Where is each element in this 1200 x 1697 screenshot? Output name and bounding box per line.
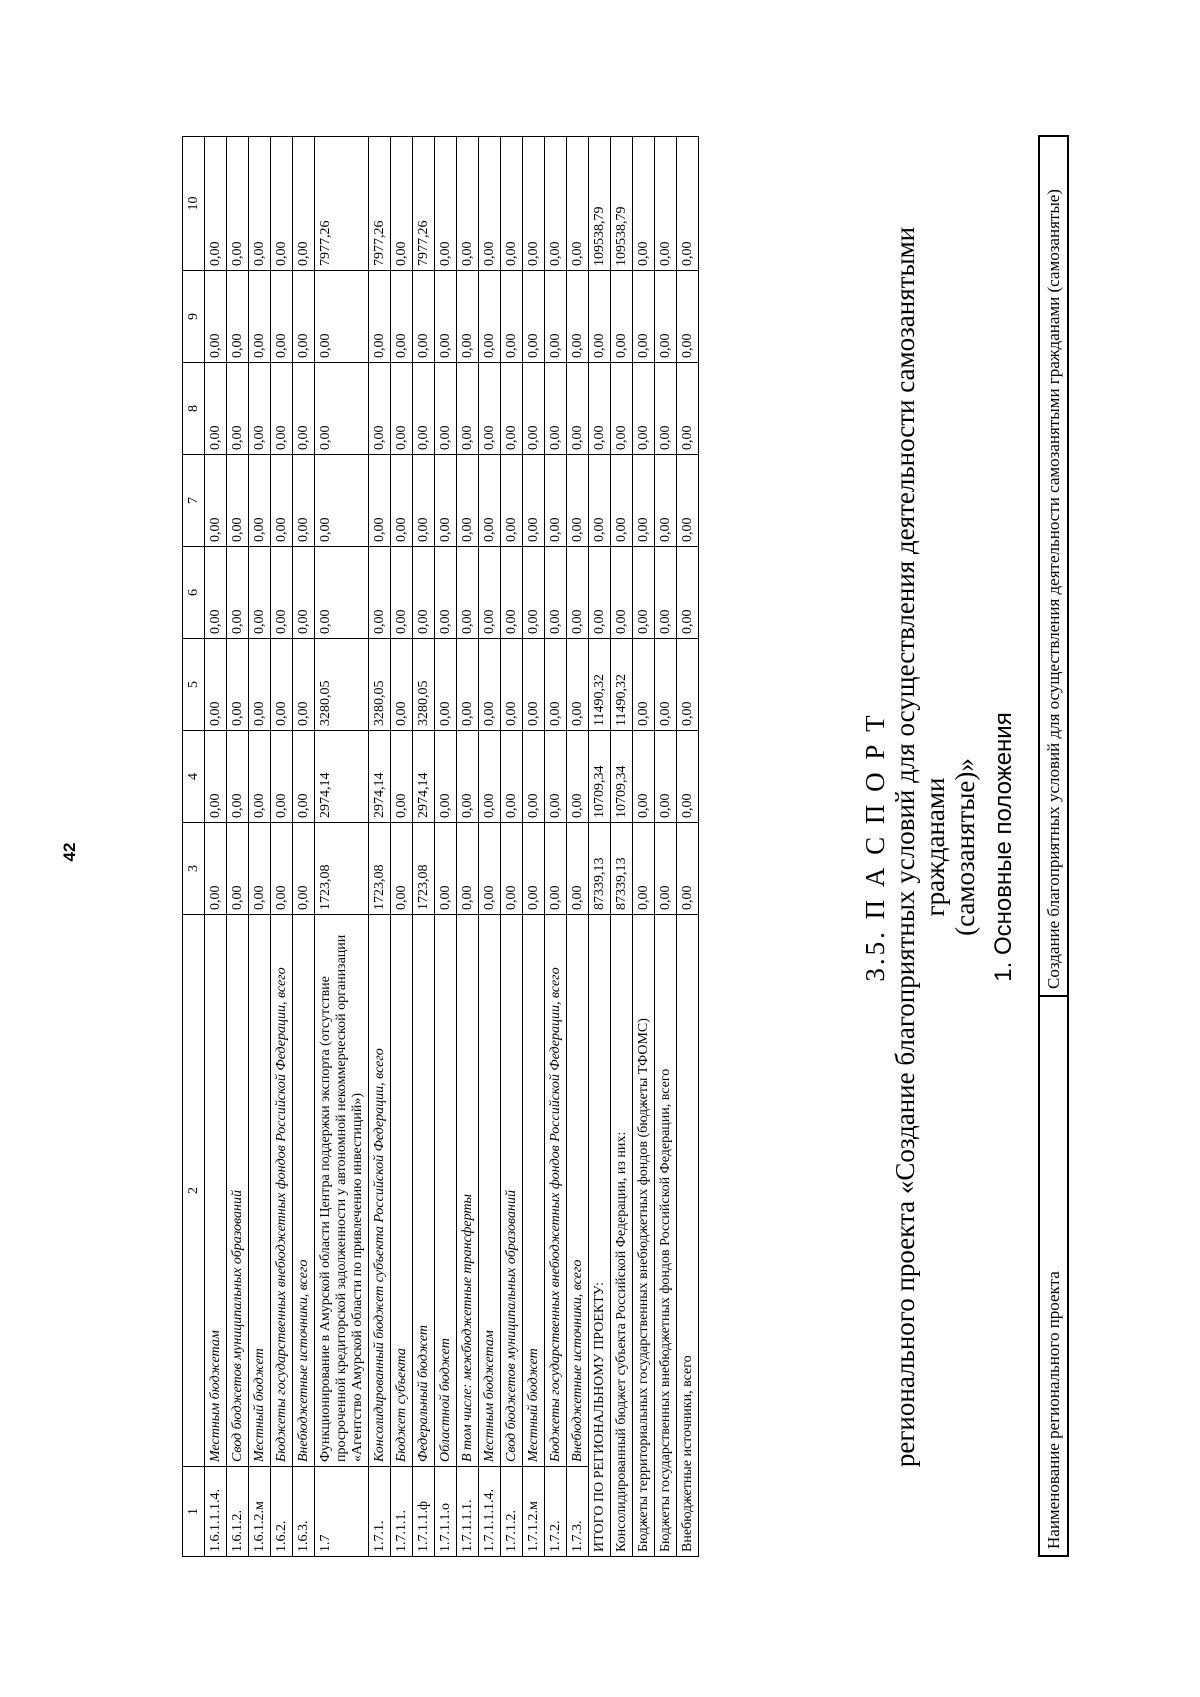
totals-value: 0,00 — [633, 455, 655, 547]
totals-value: 109538,79 — [589, 137, 611, 271]
row-value: 0,00 — [249, 455, 271, 547]
row-value: 0,00 — [315, 271, 369, 363]
row-value: 0,00 — [205, 823, 227, 915]
row-value: 0,00 — [479, 271, 501, 363]
passport-title: 3.5. П А С П О Р Т — [860, 712, 890, 982]
table-row — [545, 137, 567, 1557]
column-header: 9 — [183, 271, 205, 363]
row-value: 0,00 — [205, 547, 227, 639]
row-value: 0,00 — [271, 271, 293, 363]
row-code: 1.7.3. — [567, 1467, 589, 1557]
totals-value: 109538,79 — [611, 137, 633, 271]
totals-value: 0,00 — [677, 137, 699, 271]
totals-value: 0,00 — [677, 271, 699, 363]
row-value: 0,00 — [315, 455, 369, 547]
row-value: 0,00 — [205, 639, 227, 731]
row-value: 0,00 — [523, 731, 545, 823]
table-row — [369, 137, 391, 1557]
totals-value: 0,00 — [589, 271, 611, 363]
row-value: 0,00 — [435, 363, 457, 455]
row-name: Федеральный бюджет — [413, 915, 435, 1467]
table-row — [457, 137, 479, 1557]
row-value: 0,00 — [435, 731, 457, 823]
row-value: 0,00 — [227, 731, 249, 823]
row-value: 0,00 — [501, 547, 523, 639]
row-value: 0,00 — [545, 823, 567, 915]
row-value: 0,00 — [391, 271, 413, 363]
row-name: Внебюджетные источники, всего — [293, 915, 315, 1467]
project-info-table — [1038, 135, 1069, 1557]
row-value: 0,00 — [413, 455, 435, 547]
totals-value: 0,00 — [633, 363, 655, 455]
row-value: 0,00 — [501, 639, 523, 731]
row-value: 0,00 — [249, 137, 271, 271]
column-header: 10 — [183, 137, 205, 271]
totals-value: 0,00 — [633, 823, 655, 915]
row-value: 0,00 — [413, 271, 435, 363]
row-value: 7977,26 — [369, 137, 391, 271]
row-name: Бюджет субъекта — [391, 915, 413, 1467]
project-name-value: Создание благоприятных условий для осуществления деятельности самозанятыми гражданами (самозанятые) — [1039, 136, 1068, 996]
totals-value: 0,00 — [655, 547, 677, 639]
row-value: 0,00 — [545, 271, 567, 363]
row-value: 0,00 — [271, 455, 293, 547]
table-row — [567, 137, 589, 1557]
row-code: 1.7.1.2.м — [523, 1467, 545, 1557]
row-value: 0,00 — [293, 823, 315, 915]
row-value: 0,00 — [205, 137, 227, 271]
totals-row — [611, 137, 633, 1557]
totals-value: 0,00 — [611, 363, 633, 455]
row-value: 0,00 — [567, 137, 589, 271]
row-value: 0,00 — [227, 137, 249, 271]
row-value: 0,00 — [369, 271, 391, 363]
totals-value: 0,00 — [633, 731, 655, 823]
row-value: 0,00 — [457, 823, 479, 915]
totals-row — [589, 137, 611, 1557]
table-row — [479, 137, 501, 1557]
totals-value: 0,00 — [633, 639, 655, 731]
row-value: 0,00 — [567, 731, 589, 823]
row-name: Местным бюджетам — [479, 915, 501, 1467]
totals-name: Внебюджетные источники, всего — [677, 915, 699, 1557]
totals-value: 0,00 — [633, 547, 655, 639]
row-value: 2974,14 — [413, 731, 435, 823]
row-value: 0,00 — [501, 455, 523, 547]
row-value: 0,00 — [391, 137, 413, 271]
row-name: Бюджеты государственных внебюджетных фондов Российской Федерации, всего — [271, 915, 293, 1467]
totals-value: 0,00 — [611, 455, 633, 547]
row-value: 0,00 — [545, 363, 567, 455]
row-code: 1.6.1.1.1.4. — [205, 1467, 227, 1557]
row-code: 1.6.1.2.м — [249, 1467, 271, 1557]
passport-subtitle-line2: (самозанятые)» — [950, 758, 980, 936]
row-value: 0,00 — [457, 731, 479, 823]
row-value: 0,00 — [391, 639, 413, 731]
row-value: 0,00 — [435, 137, 457, 271]
totals-value: 10709,34 — [589, 731, 611, 823]
row-code: 1.7.1.1.ф — [413, 1467, 435, 1557]
row-value: 0,00 — [501, 137, 523, 271]
totals-value: 87339,13 — [611, 823, 633, 915]
row-value: 0,00 — [271, 731, 293, 823]
row-value: 3280,05 — [413, 639, 435, 731]
totals-value: 0,00 — [589, 547, 611, 639]
totals-value: 0,00 — [611, 271, 633, 363]
row-value: 0,00 — [227, 271, 249, 363]
row-value: 0,00 — [369, 363, 391, 455]
totals-value: 0,00 — [677, 639, 699, 731]
row-value: 0,00 — [205, 731, 227, 823]
table-row — [205, 137, 227, 1557]
table-row — [227, 137, 249, 1557]
row-value: 2974,14 — [315, 731, 369, 823]
row-value: 0,00 — [457, 137, 479, 271]
row-value: 0,00 — [545, 731, 567, 823]
row-value: 0,00 — [249, 639, 271, 731]
row-value: 0,00 — [227, 547, 249, 639]
section-title: 1. Основные положения — [990, 712, 1017, 982]
row-value: 0,00 — [501, 823, 523, 915]
totals-value: 0,00 — [655, 823, 677, 915]
row-value: 0,00 — [501, 271, 523, 363]
table-row — [391, 137, 413, 1557]
row-value: 0,00 — [567, 455, 589, 547]
row-value: 0,00 — [391, 823, 413, 915]
totals-value: 0,00 — [655, 455, 677, 547]
totals-name: Консолидированный бюджет субъекта Российской Федерации, из них: — [611, 915, 633, 1557]
row-value: 0,00 — [315, 363, 369, 455]
row-value: 0,00 — [293, 363, 315, 455]
row-value: 1723,08 — [413, 823, 435, 915]
totals-value: 0,00 — [655, 137, 677, 271]
row-value: 0,00 — [315, 547, 369, 639]
row-name: Местный бюджет — [523, 915, 545, 1467]
row-name: В том числе: межбюджетные трансферты — [457, 915, 479, 1467]
row-name: Областной бюджет — [435, 915, 457, 1467]
row-value: 0,00 — [249, 823, 271, 915]
column-header: 3 — [183, 823, 205, 915]
totals-value: 0,00 — [655, 639, 677, 731]
row-value: 0,00 — [435, 271, 457, 363]
row-value: 0,00 — [205, 455, 227, 547]
row-value: 0,00 — [435, 455, 457, 547]
row-value: 0,00 — [249, 547, 271, 639]
row-value: 0,00 — [457, 639, 479, 731]
totals-value: 0,00 — [633, 137, 655, 271]
row-name: Свод бюджетов муниципальных образований — [227, 915, 249, 1467]
financing-table — [182, 136, 699, 1557]
totals-value: 0,00 — [677, 823, 699, 915]
table-row — [435, 137, 457, 1557]
column-header: 7 — [183, 455, 205, 547]
table-row — [523, 137, 545, 1557]
row-code: 1.6.2. — [271, 1467, 293, 1557]
row-value: 0,00 — [435, 823, 457, 915]
row-value: 0,00 — [545, 455, 567, 547]
row-value: 0,00 — [205, 363, 227, 455]
row-value: 7977,26 — [315, 137, 369, 271]
row-code: 1.7.1.1.1. — [457, 1467, 479, 1557]
row-value: 0,00 — [293, 639, 315, 731]
row-value: 0,00 — [479, 731, 501, 823]
table-row — [501, 137, 523, 1557]
totals-value: 0,00 — [611, 547, 633, 639]
totals-value: 0,00 — [589, 455, 611, 547]
row-value: 1723,08 — [315, 823, 369, 915]
row-value: 0,00 — [523, 823, 545, 915]
column-header: 5 — [183, 639, 205, 731]
totals-value: 0,00 — [589, 363, 611, 455]
row-value: 0,00 — [369, 455, 391, 547]
row-value: 0,00 — [249, 271, 271, 363]
row-name: Свод бюджетов муниципальных образований — [501, 915, 523, 1467]
row-value: 0,00 — [457, 455, 479, 547]
row-value: 2974,14 — [369, 731, 391, 823]
passport-heading — [860, 197, 980, 1497]
row-value: 0,00 — [545, 547, 567, 639]
row-value: 0,00 — [545, 639, 567, 731]
totals-value: 87339,13 — [589, 823, 611, 915]
column-header: 6 — [183, 547, 205, 639]
row-value: 0,00 — [501, 363, 523, 455]
row-value: 3280,05 — [369, 639, 391, 731]
row-value: 0,00 — [479, 823, 501, 915]
row-value: 0,00 — [293, 547, 315, 639]
table-row — [413, 137, 435, 1557]
row-value: 0,00 — [479, 137, 501, 271]
totals-row — [655, 137, 677, 1557]
column-header: 2 — [183, 915, 205, 1467]
row-value: 0,00 — [523, 547, 545, 639]
row-value: 0,00 — [271, 639, 293, 731]
totals-value: 0,00 — [677, 547, 699, 639]
row-code: 1.7.1. — [369, 1467, 391, 1557]
table-row — [293, 137, 315, 1557]
totals-value: 0,00 — [677, 363, 699, 455]
table-row — [249, 137, 271, 1557]
row-name: Местным бюджетам — [205, 915, 227, 1467]
row-code: 1.7.1.1.о — [435, 1467, 457, 1557]
row-value: 0,00 — [227, 823, 249, 915]
row-value: 0,00 — [567, 363, 589, 455]
totals-value: 0,00 — [677, 455, 699, 547]
row-value: 0,00 — [391, 547, 413, 639]
row-value: 7977,26 — [413, 137, 435, 271]
row-value: 0,00 — [435, 547, 457, 639]
project-name-label: Наименование регионального проекта — [1039, 996, 1068, 1556]
totals-row — [677, 137, 699, 1557]
row-name: Бюджеты государственных внебюджетных фондов Российской Федерации, всего — [545, 915, 567, 1467]
row-name: Внебюджетные источники, всего — [567, 915, 589, 1467]
row-value: 0,00 — [545, 137, 567, 271]
row-value: 0,00 — [293, 137, 315, 271]
row-value: 0,00 — [567, 271, 589, 363]
row-value: 0,00 — [501, 731, 523, 823]
row-value: 0,00 — [479, 639, 501, 731]
row-value: 0,00 — [271, 547, 293, 639]
row-value: 0,00 — [479, 547, 501, 639]
row-value: 0,00 — [227, 639, 249, 731]
row-value: 0,00 — [293, 731, 315, 823]
table-row — [315, 137, 369, 1557]
table-row — [1039, 136, 1068, 1556]
page-number: 42 — [60, 842, 79, 862]
passport-subtitle-line1: регионального проекта «Создание благоприятных условий для осуществления деятельности самозанятыми гражданами — [890, 226, 950, 1468]
row-code: 1.7.1.1. — [391, 1467, 413, 1557]
row-value: 0,00 — [391, 731, 413, 823]
row-value: 0,00 — [227, 455, 249, 547]
row-value: 0,00 — [523, 455, 545, 547]
row-value: 0,00 — [457, 271, 479, 363]
row-name: Функционирование в Амурской области Центра поддержки экспорта (отсутствие просроченной кредиторской задолженности у автономной некоммерческой организации «Агентство Амурской области по привлечению инвестиций») — [315, 915, 369, 1467]
totals-value: 10709,34 — [611, 731, 633, 823]
row-value: 0,00 — [271, 363, 293, 455]
row-value: 1723,08 — [369, 823, 391, 915]
row-value: 0,00 — [249, 363, 271, 455]
row-value: 0,00 — [567, 547, 589, 639]
column-header: 8 — [183, 363, 205, 455]
totals-value: 0,00 — [655, 271, 677, 363]
table-body — [205, 137, 699, 1557]
totals-value: 11490,32 — [589, 639, 611, 731]
row-value: 0,00 — [567, 823, 589, 915]
row-value: 0,00 — [271, 823, 293, 915]
row-value: 0,00 — [227, 363, 249, 455]
row-value: 0,00 — [567, 639, 589, 731]
row-code: 1.6.3. — [293, 1467, 315, 1557]
column-header: 4 — [183, 731, 205, 823]
row-value: 3280,05 — [315, 639, 369, 731]
totals-name: ИТОГО ПО РЕГИОНАЛЬНОМУ ПРОЕКТУ: — [589, 915, 611, 1557]
totals-name: Бюджеты государственных внебюджетных фондов Российской Федерации, всего — [655, 915, 677, 1557]
row-value: 0,00 — [479, 455, 501, 547]
totals-value: 11490,32 — [611, 639, 633, 731]
table-row — [271, 137, 293, 1557]
row-value: 0,00 — [271, 137, 293, 271]
row-code: 1.7.1.2. — [501, 1467, 523, 1557]
header-row — [183, 137, 205, 1557]
row-value: 0,00 — [523, 363, 545, 455]
row-value: 0,00 — [369, 547, 391, 639]
row-value: 0,00 — [457, 363, 479, 455]
totals-value: 0,00 — [633, 271, 655, 363]
row-value: 0,00 — [479, 363, 501, 455]
row-value: 0,00 — [391, 455, 413, 547]
row-value: 0,00 — [523, 271, 545, 363]
totals-value: 0,00 — [655, 731, 677, 823]
row-value: 0,00 — [435, 639, 457, 731]
row-value: 0,00 — [413, 363, 435, 455]
row-code: 1.7.2. — [545, 1467, 567, 1557]
row-value: 0,00 — [249, 731, 271, 823]
totals-value: 0,00 — [677, 731, 699, 823]
row-code: 1.7.1.1.1.4. — [479, 1467, 501, 1557]
totals-value: 0,00 — [655, 363, 677, 455]
row-code: 1.6.1.2. — [227, 1467, 249, 1557]
row-code: 1.7 — [315, 1467, 369, 1557]
row-name: Консолидированный бюджет субъекта Российской Федерации, всего — [369, 915, 391, 1467]
row-value: 0,00 — [457, 547, 479, 639]
row-value: 0,00 — [205, 271, 227, 363]
row-value: 0,00 — [293, 455, 315, 547]
totals-row — [633, 137, 655, 1557]
row-value: 0,00 — [523, 639, 545, 731]
row-name: Местный бюджет — [249, 915, 271, 1467]
row-value: 0,00 — [413, 547, 435, 639]
row-value: 0,00 — [391, 363, 413, 455]
row-value: 0,00 — [293, 271, 315, 363]
column-header: 1 — [183, 1467, 205, 1557]
row-value: 0,00 — [523, 137, 545, 271]
totals-name: Бюджеты территориальных государственных внебюджетных фондов (бюджеты ТФОМС) — [633, 915, 655, 1557]
